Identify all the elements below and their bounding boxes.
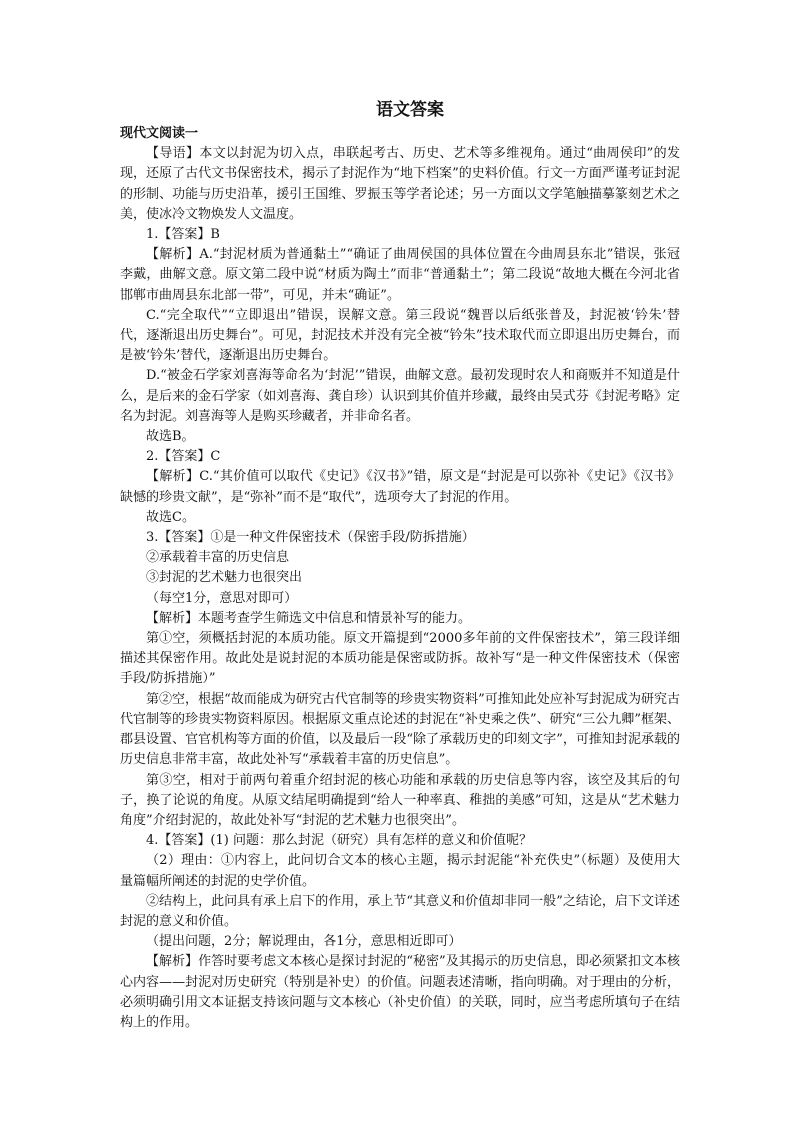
paragraph: 第③空，相对于前两句着重介绍封泥的核心功能和承载的历史信息等内容，该空及其后的句子，换了论说的角度。从原文结尾明确提到“给人一种率真、稚拙的美感”可知，这是从“艺术魅力角度”介绍封泥的，故此处补写“封泥的艺术魅力也很突出”。 bbox=[120, 772, 680, 828]
paragraph: 1.【答案】B bbox=[146, 227, 220, 243]
paragraph: 【导语】本文以封泥为切入点，串联起考古、历史、艺术等多维视角。通过“曲周侯印”的发现，还原了古代文书保密技术，揭示了封泥作为“地下档案”的史料价值。行文一方面严谨考证封泥的形制、功能与历史沿革，援引王国维、罗振玉等学者论述；另一方面以文学笔触描摹篆刻艺术之美，使冰冷文物焕发人文温度。 bbox=[120, 146, 680, 222]
paragraph: 【解析】本题考查学生筛选文中信息和情景补写的能力。 bbox=[146, 610, 472, 626]
paragraph: D.“被金石学家刘喜海等命名为‘封泥’”错误，曲解文意。最初发现时农人和商贩并不知道是什么，是后来的金石学家（如刘喜海、龚自珍）认识到其价值并珍藏，最终由吴式芬《封泥考略》定名为封泥。刘喜海等人是购买珍藏者，并非命名者。 bbox=[120, 368, 680, 424]
paragraph: ③封泥的艺术魅力也很突出 bbox=[146, 570, 303, 586]
paragraph: 故选B。 bbox=[146, 429, 195, 445]
paragraph: （提出问题，2分；解说理由，各1分，意思相近即可） bbox=[146, 934, 462, 950]
paragraph: 【解析】A.“封泥材质为普通黏土”“确证了曲周侯国的具体位置在今曲周县东北”错误，张冠李戴，曲解文意。原文第二段中说“材质为陶土”而非“普通黏土”；第二段说“故地大概在今河北省邯郸市曲周县东北部一带”，可见，并未“确证”。 bbox=[120, 247, 680, 303]
paragraph: 【解析】作答时要考虑文本核心是探讨封泥的“秘密”及其揭示的历史信息，即必须紧扣文本核心内容——封泥对历史研究（特别是补史）的价值。问题表述清晰，指向明确。对于理由的分析，必须明确引用文本证据支持该问题与文本核心（补史价值）的关联，同时，应当考虑所填句子在结构上的作用。 bbox=[120, 954, 680, 1030]
section-heading: 现代文阅读一 bbox=[120, 126, 199, 141]
paragraph: 4.【答案】(1) 问题：那么封泥（研究）具有怎样的意义和价值呢？ bbox=[146, 833, 532, 849]
paragraph: 2.【答案】C bbox=[146, 449, 221, 465]
paragraph: 【解析】C.“其价值可以取代《史记》《汉书》”错，原文是“封泥是可以弥补《史记》《汉书》缺憾的珍贵文献”，是“弥补”而不是“取代”，选项夸大了封泥的作用。 bbox=[120, 469, 680, 505]
paragraph: C.“完全取代”“立即退出”错误，误解文意。第三段说“魏晋以后纸张普及，封泥被‘钤朱’替代，逐渐退出历史舞台”。可见，封泥技术并没有完全被“钤朱”技术取代而立即退出历史舞台，而是被‘钤朱’替代，逐渐退出历史舞台。 bbox=[120, 307, 680, 364]
answer-body bbox=[120, 144, 680, 1033]
paragraph: 第①空，须概括封泥的本质功能。原文开篇提到“2000多年前的文件保密技术”，第三段详细描述其保密作用。故此处是说封泥的本质功能是保密或防拆。故补写“是一种文件保密技术（保密手段/防拆措施）” bbox=[120, 631, 680, 687]
paragraph: 3.【答案】①是一种文件保密技术（保密手段/防拆措施） bbox=[146, 530, 475, 546]
paragraph: ②结构上，此问具有承上启下的作用，承上节“其意义和价值却非同一般”之结论，启下文详述封泥的意义和价值。 bbox=[120, 893, 680, 929]
paragraph: （2）理由：①内容上，此问切合文本的核心主题，揭示封泥能“补充佚史”（标题）及使用大量篇幅所阐述的封泥的史学价值。 bbox=[120, 853, 680, 889]
paragraph: 故选C。 bbox=[146, 509, 195, 525]
answer-document bbox=[120, 98, 680, 1033]
page-title: 语文答案 bbox=[376, 100, 444, 120]
paragraph: 第②空，根据“故而能成为研究古代官制等的珍贵实物资料”可推知此处应补写封泥成为研究古代官制等的珍贵实物资料原因。根据原文重点论述的封泥在“补史乘之佚”、研究“三公九卿”框架、郡县设置、官官机构等方面的价值，以及最后一段“除了承载历史的印刻文字”，可推知封泥承载的历史信息非常丰富，故此处补写“承载着丰富的历史信息”。 bbox=[120, 691, 680, 768]
paragraph: ②承载着丰富的历史信息 bbox=[146, 550, 290, 566]
paragraph: （每空1分，意思对即可） bbox=[146, 590, 298, 606]
